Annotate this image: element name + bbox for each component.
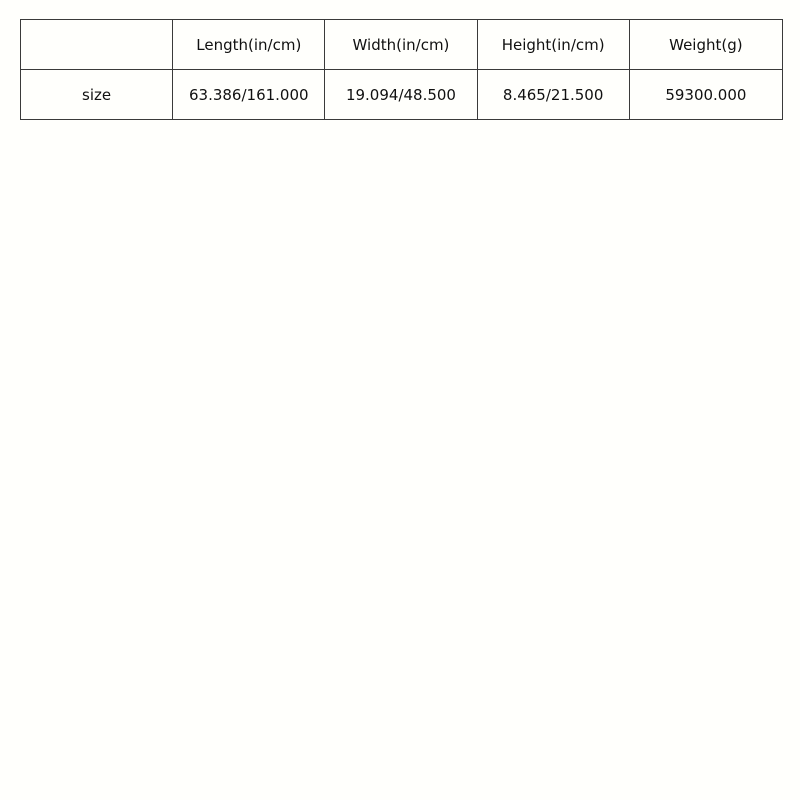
table-row [21, 70, 783, 120]
column-header-height: Height(in/cm) [477, 20, 629, 70]
column-header-length: Length(in/cm) [173, 20, 325, 70]
size-spec-table [20, 19, 783, 120]
column-header-weight: Weight(g) [629, 20, 782, 70]
cell-length-value: 63.386/161.000 [173, 70, 325, 120]
cell-width-value: 19.094/48.500 [325, 70, 477, 120]
cell-weight-value: 59300.000 [629, 70, 782, 120]
row-label-size: size [21, 70, 173, 120]
corner-cell [21, 20, 173, 70]
cell-height-value: 8.465/21.500 [477, 70, 629, 120]
table-header-row [21, 20, 783, 70]
column-header-width: Width(in/cm) [325, 20, 477, 70]
